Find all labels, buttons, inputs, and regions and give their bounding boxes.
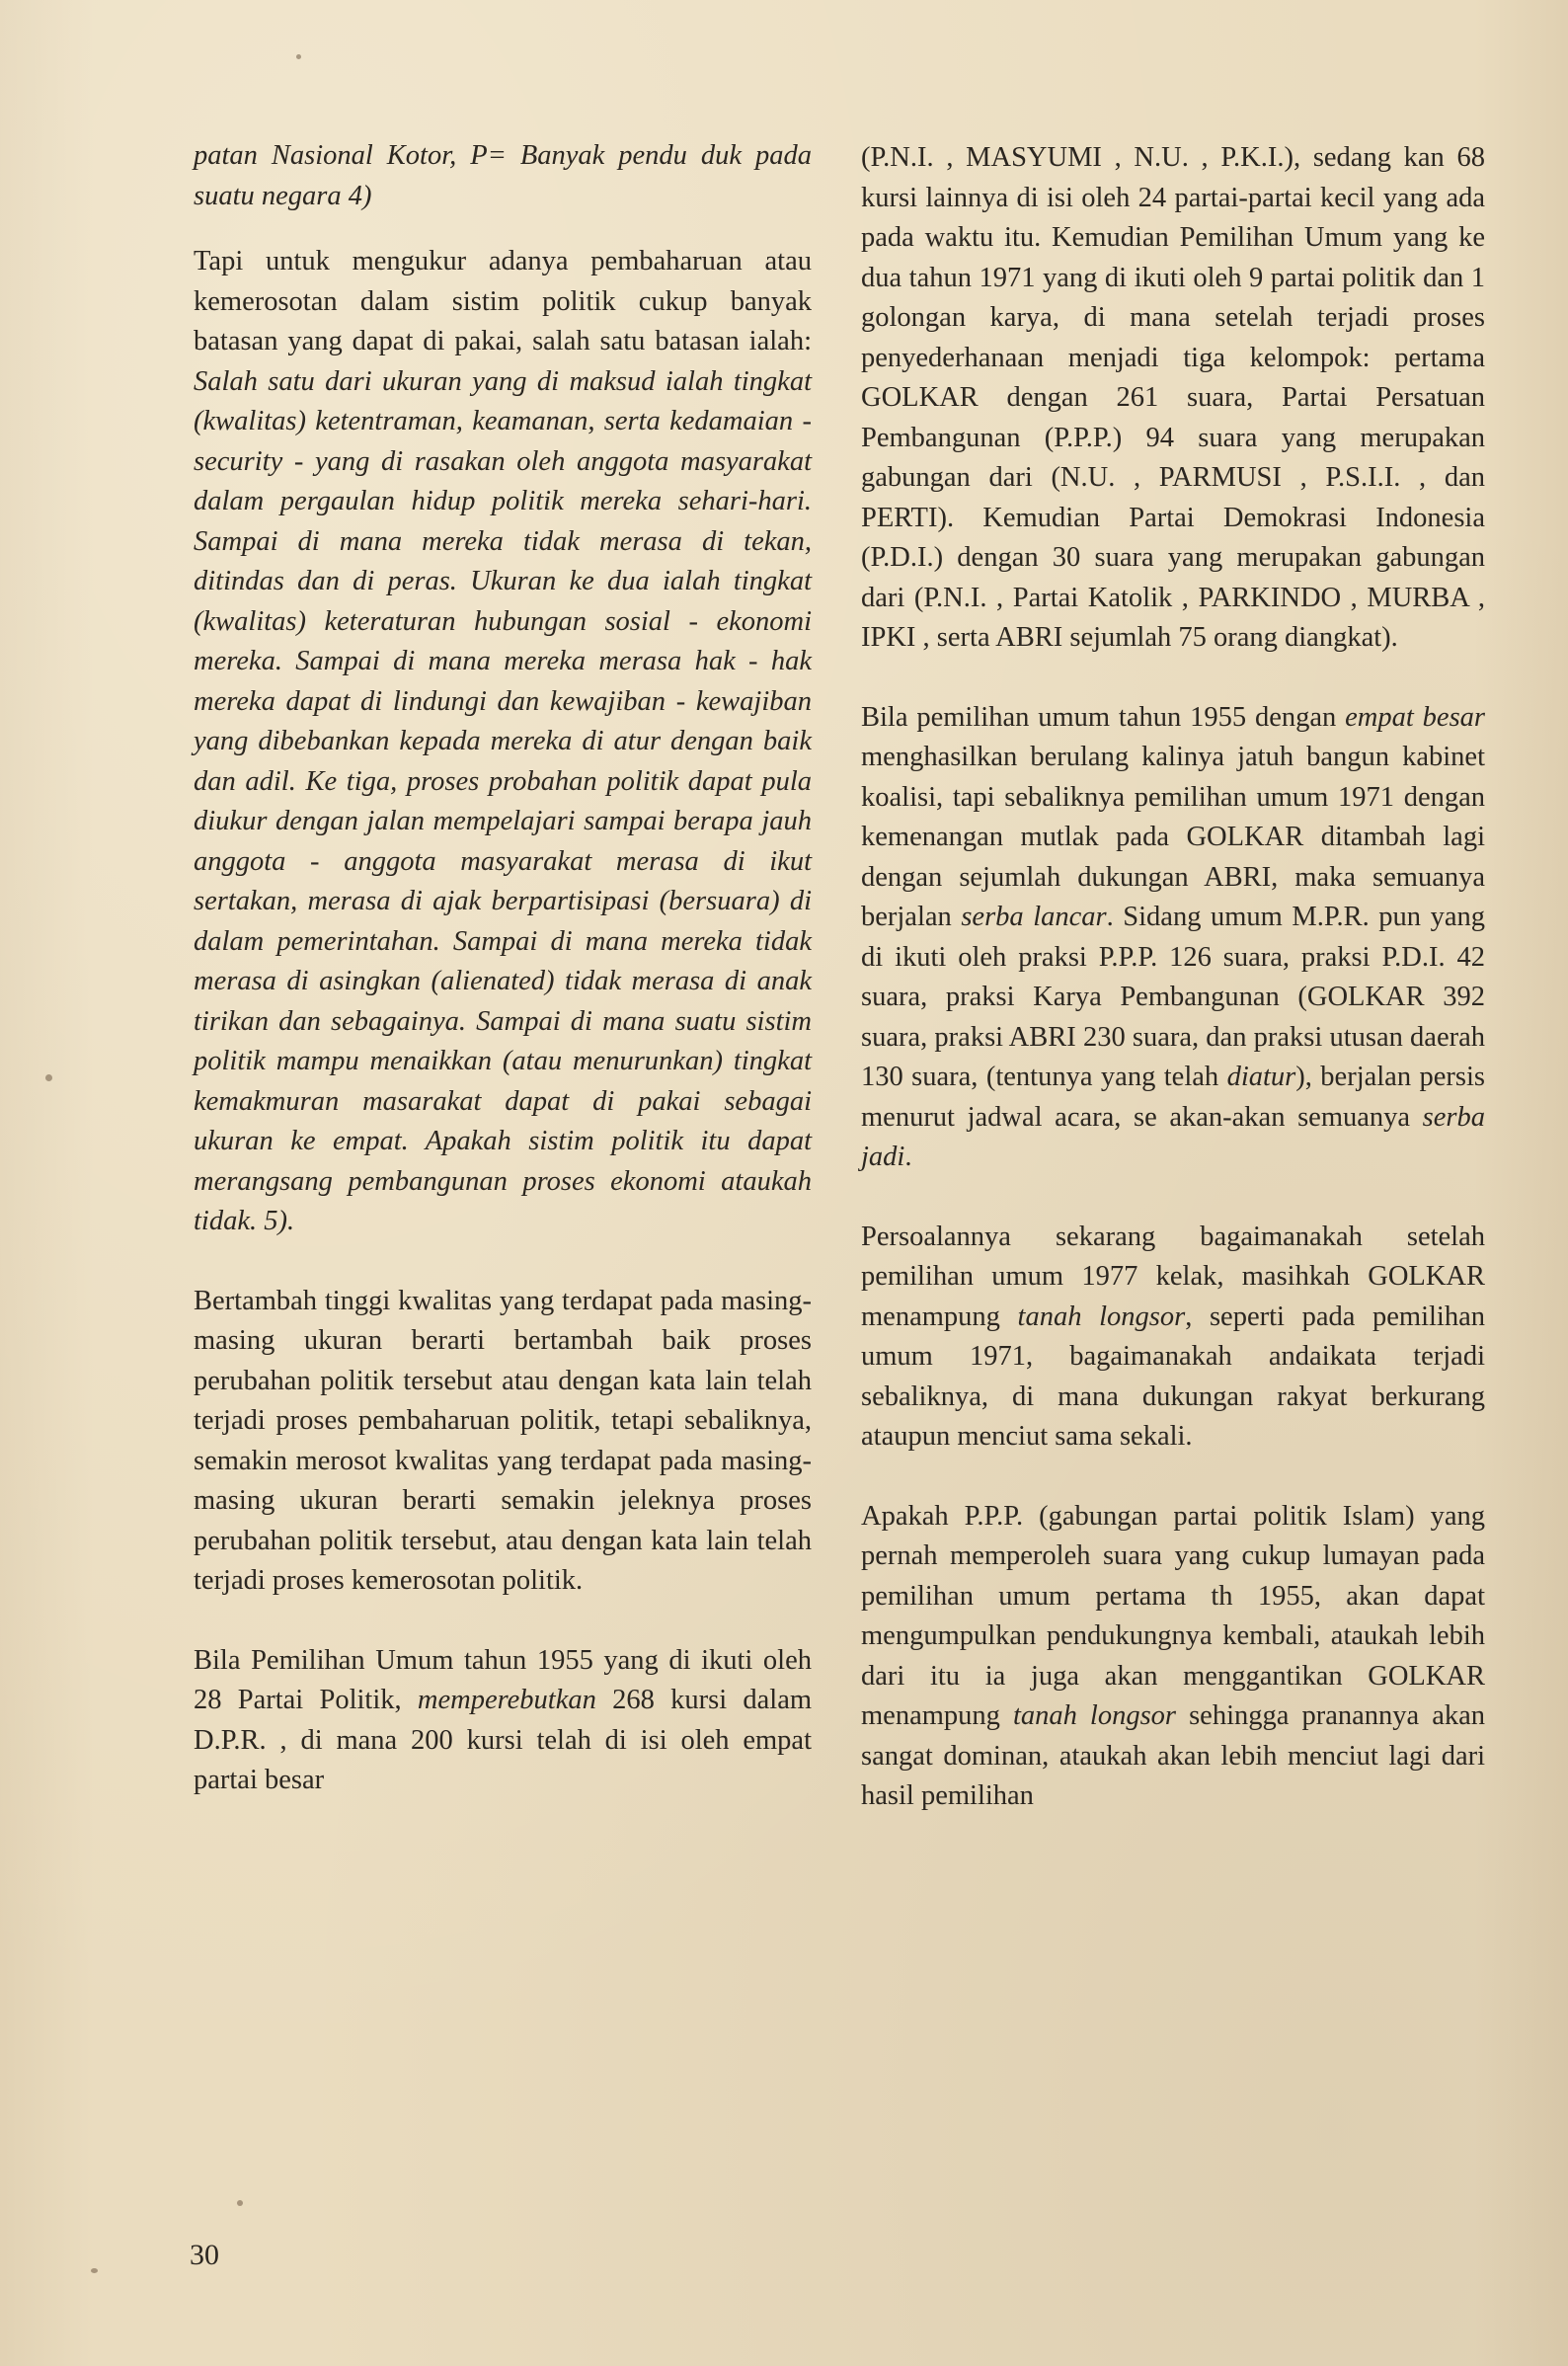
text-run-italic: serba lancar <box>961 902 1107 932</box>
text-run-italic: serba jadi <box>861 1101 1486 1172</box>
text-run: ), berjalan persis menurut jadwal acara, se akan-akan semuanya <box>861 1062 1486 1133</box>
text-run: Bila Pemilihan Umum tahun 1955 yang di ikuti oleh 28 Partai Politik, <box>194 1644 812 1715</box>
question-1977-paragraph <box>861 1218 1485 1458</box>
intro-fragment: patan Nasional Kotor, P= Banyak pendu duk pada suatu negara 4) <box>194 140 812 211</box>
text-run: Bila pemilihan umum tahun 1955 dengan <box>861 701 1337 733</box>
text-run-italic: tanah longsor <box>1017 1301 1186 1332</box>
page-number: 30 <box>190 2239 219 2271</box>
comparison-paragraph <box>861 698 1485 1178</box>
text-run: Persoalannya sekarang bagaimanakah setelah pemilihan umum 1977 kelak, masihkah GOLKAR menampung <box>861 1221 1485 1332</box>
election-1955-paragraph <box>194 1641 812 1801</box>
text-run: . Sidang umum M.P.R. pun yang di ikuti oleh praksi P.P.P. 126 suara, praksi P.D.I. 42 suara, praksi Karya Pembangunan (GOLKAR 392 suara, praksi ABRI 230 suara, dan praksi utusan daerah 130 suara, (tentunya yang telah <box>861 902 1485 1092</box>
print-speck <box>45 1074 52 1081</box>
text-run: , seperti pada pemilihan umum 1971, bagaimanakah andaikata terjadi sebaliknya, di mana dukungan rakyat berkurang ataupun menciut sama sekali. <box>861 1301 1485 1452</box>
print-speck <box>91 2268 98 2273</box>
measurement-intro: Tapi untuk mengukur adanya pembaharuan atau kemerosotan dalam sistim politik cukup banyak batasan yang dapat di pakai, salah satu batasan ialah: <box>194 246 812 356</box>
left-column <box>194 136 812 1841</box>
text-run: Apakah P.P.P. (gabungan partai politik Islam) yang pernah memperoleh suara yang cukup lumayan pada pemilihan umum pertama th 1955, akan dapat mengumpulkan pendukungnya kembali, ataukah lebih dari itu ia juga akan menggantikan GOLKAR menampung <box>861 1500 1485 1731</box>
text-run-italic: memperebutkan <box>417 1685 596 1715</box>
text-run: . <box>904 1142 912 1172</box>
print-speck <box>237 2200 243 2206</box>
quality-paragraph: Bertambah tinggi kwalitas yang terdapat pada masing-masing ukuran berarti bertambah baik proses perubahan politik tersebut atau dengan kata lain telah terjadi proses pembaharuan politik, tetapi sebaliknya, semakin merosot kwalitas yang terdapat pada masing-masing ukuran berarti semakin jeleknya proses perubahan politik tersebut, atau dengan kata lain telah terjadi proses kemerosotan politik. <box>194 1285 812 1596</box>
text-run-italic: diatur <box>1226 1062 1296 1092</box>
text-run: sehingga pranannya akan sangat dominan, ataukah akan lebih menciut lagi dari hasil pemilihan <box>861 1700 1485 1811</box>
text-run-italic: tanah longsor <box>1012 1700 1177 1731</box>
right-column <box>861 138 1485 1856</box>
measurement-paragraph <box>194 242 812 1242</box>
measurement-criteria: Salah satu dari ukuran yang di maksud ialah tingkat (kwalitas) ketentraman, keamanan, serta kedamaian - security - yang di rasakan oleh anggota masyarakat dalam pergaulan hidup politik mereka sehari-hari. Sampai di mana mereka tidak merasa di tekan, ditindas dan di peras. Ukuran ke dua ialah tingkat (kwalitas) keteraturan hubungan sosial - ekonomi mereka. Sampai di mana mereka merasa hak - hak mereka dapat di lindungi dan kewajiban - kewajiban yang dibebankan kepada mereka di atur dengan baik dan adil. Ke tiga, proses probahan politik dapat pula diukur dengan jalan mempelajari sampai berapa jauh anggota - anggota masyarakat merasa di ikut sertakan, merasa di ajak berpartisipasi (bersuara) di dalam pemerintahan. Sampai di mana mereka tidak merasa di asingkan (alienated) tidak merasa di anak tirikan dan sebagainya. Sampai di mana suatu sistim politik mampu menaikkan (atau menurunkan) tingkat kemakmuran masarakat dapat di pakai sebagai ukuran ke empat. Apakah sistim politik itu dapat merangsang pembangunan proses ekonomi ataukah tidak. 5). <box>194 365 812 1236</box>
print-speck <box>296 54 301 59</box>
text-run: 268 kursi dalam D.P.R. , di mana 200 kursi telah di isi oleh empat partai besar <box>194 1685 813 1795</box>
ppp-question-paragraph <box>861 1497 1485 1817</box>
text-run: menghasilkan berulang kalinya jatuh bangun kabinet koalisi, tapi sebaliknya pemilihan umum 1971 dengan kemenangan mutlak pada GOLKAR ditambah lagi dengan sejumlah dukungan ABRI, maka semuanya berjalan <box>861 742 1485 932</box>
text-run-italic: empat besar <box>1345 701 1486 733</box>
election-1971-paragraph: (P.N.I. , MASYUMI , N.U. , P.K.I.), sedang kan 68 kursi lainnya di isi oleh 24 partai-partai kecil yang ada pada waktu itu. Kemudian Pemilihan Umum yang ke dua tahun 1971 yang di ikuti oleh 9 partai politik dan 1 golongan karya, di mana setelah terjadi proses penyederhanaan menjadi tiga kelompok: pertama GOLKAR dengan 261 suara, Partai Persatuan Pembangunan (P.P.P.) 94 suara yang merupakan gabungan dari (N.U. , PARMUSI , P.S.I.I. , dan PERTI). Kemudian Partai Demokrasi Indonesia (P.D.I.) dengan 30 suara yang merupakan gabungan dari (P.N.I. , Partai Katolik , PARKINDO , MURBA , IPKI , serta ABRI sejumlah 75 orang diangkat). <box>861 142 1485 653</box>
